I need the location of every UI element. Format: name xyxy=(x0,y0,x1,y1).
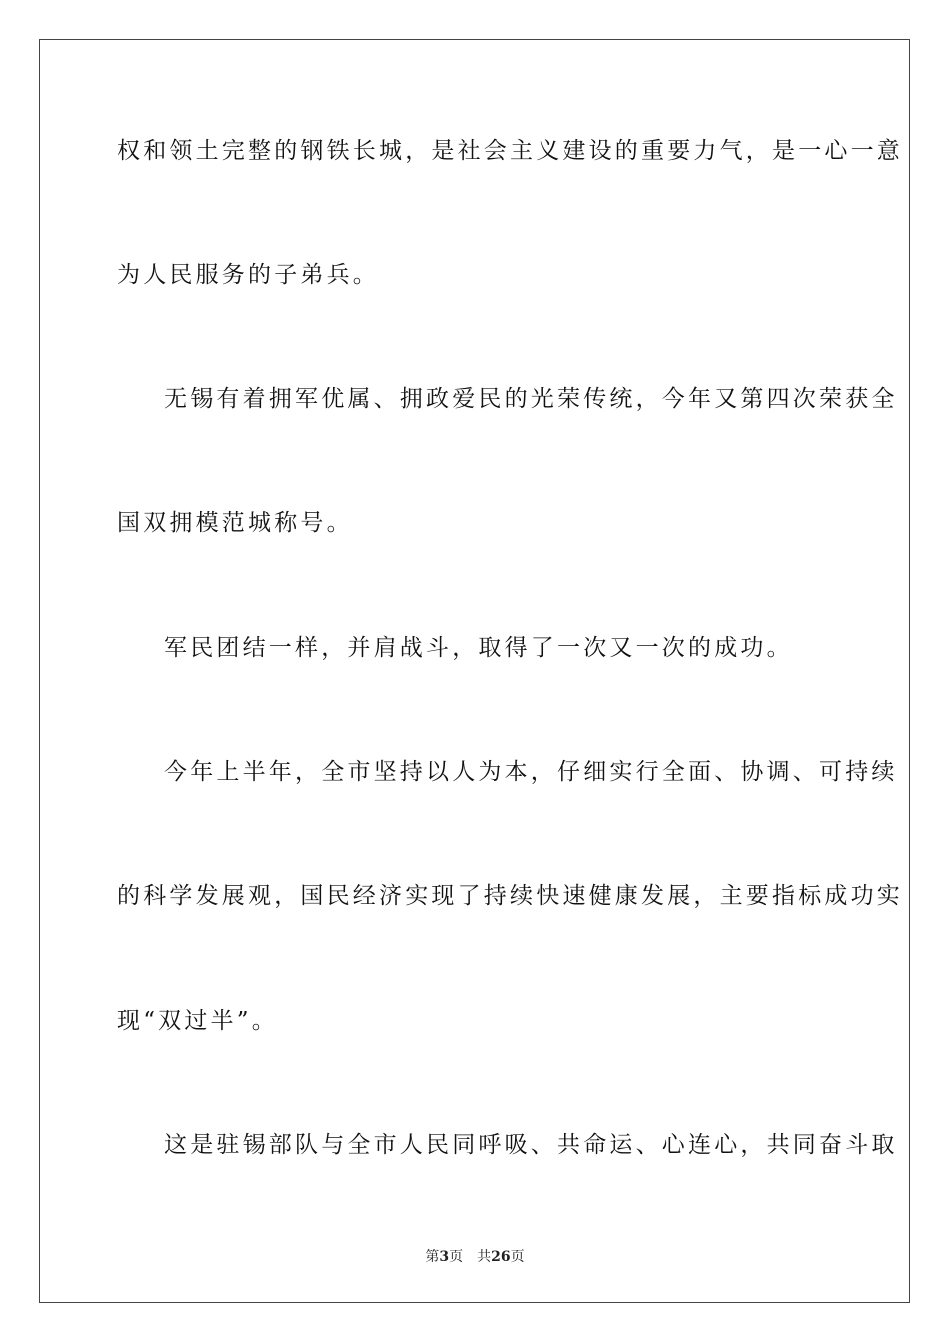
total-suffix: 页 xyxy=(510,1249,525,1265)
body-text-line-7: 的科学发展观，国民经济实现了持续快速健康发展，主要指标成功实 xyxy=(117,883,903,909)
body-text-line-4: 国双拥模范城称号。 xyxy=(117,510,353,536)
page-prefix: 第 xyxy=(425,1249,440,1265)
paragraph-first-line: 军民团结一样，并肩战斗，取得了一次又一次的成功。 xyxy=(164,635,793,661)
body-text-line-1: 权和领土完整的钢铁长城，是社会主义建设的重要力气，是一心一意 xyxy=(117,138,903,164)
paragraph-first-line: 今年上半年，全市坚持以人为本，仔细实行全面、协调、可持续 xyxy=(164,759,898,785)
page-border xyxy=(39,39,910,1303)
body-text-line-2: 为人民服务的子弟兵。 xyxy=(117,262,379,288)
paragraph-first-line: 这是驻锡部队与全市人民同呼吸、共命运、心连心，共同奋斗取 xyxy=(164,1132,898,1158)
paragraph-first-line: 无锡有着拥军优属、拥政爱民的光荣传统，今年又第四次荣获全 xyxy=(164,386,898,412)
page-suffix: 页 xyxy=(449,1249,464,1265)
total-page-count: 26 xyxy=(491,1249,511,1265)
current-page-number: 3 xyxy=(439,1249,450,1265)
page-footer xyxy=(0,1248,950,1266)
total-prefix: 共 xyxy=(477,1249,492,1265)
body-text-line-8: 现“双过半”。 xyxy=(117,1008,278,1034)
